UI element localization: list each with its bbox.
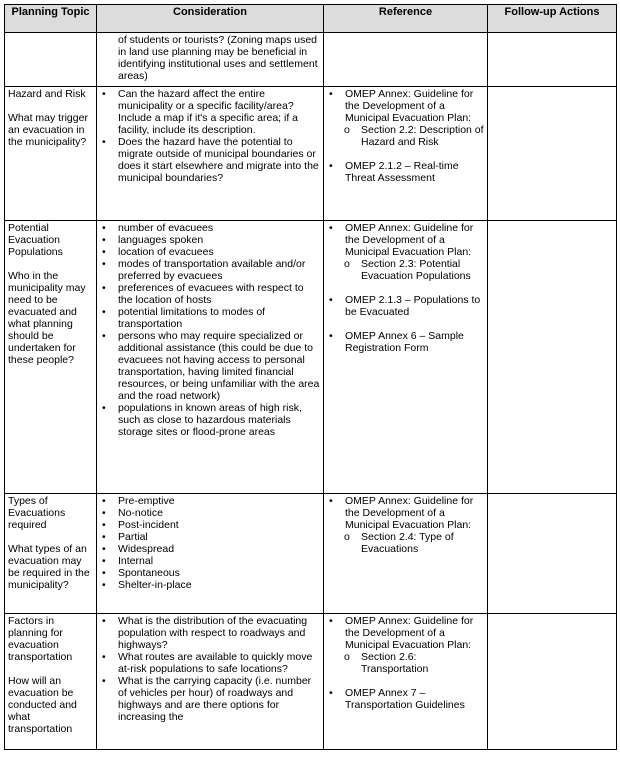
reference-item: • OMEP 2.1.3 – Populations to be Evacuated	[327, 294, 485, 318]
consideration-item: • Internal	[100, 555, 321, 567]
reference-cell	[324, 87, 488, 221]
consideration-item: • Can the hazard affect the entire municipality or a specific facility/area? Include a map if it's a specific area; if a facility, include its description.	[100, 88, 321, 136]
header-follow-up-actions: Follow-up Actions	[488, 5, 617, 33]
table-row	[5, 494, 617, 614]
table-row	[5, 221, 617, 494]
reference-cell	[324, 221, 488, 494]
table-row	[5, 33, 617, 87]
consideration-item: • Pre-emptive	[100, 495, 321, 507]
continued-consideration-text: of students or tourists? (Zoning maps used in land use planning may be beneficial in identifying institutional uses and settlement areas)	[118, 34, 318, 82]
consideration-cell	[97, 221, 324, 494]
header-reference: Reference	[324, 5, 488, 33]
follow-up-cell	[488, 87, 617, 221]
topic-cell	[5, 87, 97, 221]
table-row	[5, 87, 617, 221]
consideration-item: • What is the carrying capacity (i.e. number of vehicles per hour) of roadways and highways and are there options for increasing the	[100, 675, 321, 723]
planning-topic-question: Who in the municipality may need to be evacuated and what planning should be undertaken for these people?	[8, 270, 86, 366]
consideration-item: • languages spoken	[100, 234, 321, 246]
consideration-item: • location of evacuees	[100, 246, 321, 258]
consideration-cell	[97, 33, 324, 87]
header-planning-topic: Planning Topic	[5, 5, 97, 33]
consideration-item: • What is the distribution of the evacuating population with respect to roadways and highways?	[100, 615, 321, 651]
follow-up-cell	[488, 33, 617, 87]
consideration-item: • No-notice	[100, 507, 321, 519]
follow-up-cell	[488, 494, 617, 614]
topic-cell	[5, 33, 97, 87]
topic-cell	[5, 614, 97, 750]
consideration-item: • Does the hazard have the potential to migrate outside of municipal boundaries or does it start elsewhere and migrate into the municipal boundaries?	[100, 136, 321, 184]
reference-item	[327, 495, 485, 555]
consideration-item: • modes of transportation available and/or preferred by evacuees	[100, 258, 321, 282]
consideration-item: • number of evacuees	[100, 222, 321, 234]
reference-item: • OMEP Annex 7 – Transportation Guidelines	[327, 687, 485, 711]
reference-item	[327, 615, 485, 675]
planning-topic-question: How will an evacuation be conducted and what transportation	[8, 675, 77, 735]
consideration-item: • populations in known areas of high risk, such as close to hazardous materials storage sites or flood-prone areas	[100, 402, 321, 438]
consideration-item: • persons who may require specialized or additional assistance (this could be due to evacuees not having access to personal transportation, having limited financial resources, or being unfamiliar with the area and the road network)	[100, 330, 321, 402]
reference-item: • OMEP 2.1.2 – Real-time Threat Assessment	[327, 160, 485, 184]
reference-text: OMEP Annex: Guideline for the Development of a Municipal Evacuation Plan:	[345, 495, 474, 531]
planning-topic-title: Potential Evacuation Populations	[8, 222, 63, 258]
reference-subitem: o Section 2.6: Transportation	[327, 651, 485, 675]
reference-text: OMEP Annex: Guideline for the Development of a Municipal Evacuation Plan:	[345, 615, 474, 651]
consideration-item: • What routes are available to quickly move at-risk populations to safe locations?	[100, 651, 321, 675]
reference-item	[327, 222, 485, 282]
reference-cell	[324, 494, 488, 614]
consideration-cell	[97, 87, 324, 221]
reference-text: OMEP Annex: Guideline for the Development of a Municipal Evacuation Plan:	[345, 88, 474, 124]
table-row	[5, 614, 617, 750]
topic-cell	[5, 494, 97, 614]
planning-topic-title: Hazard and Risk	[8, 88, 86, 100]
consideration-cell	[97, 494, 324, 614]
follow-up-cell	[488, 221, 617, 494]
reference-item: • OMEP Annex 6 – Sample Registration Form	[327, 330, 485, 354]
consideration-item: • Spontaneous	[100, 567, 321, 579]
reference-cell	[324, 614, 488, 750]
planning-topic-title: Factors in planning for evacuation transportation	[8, 615, 73, 663]
reference-cell	[324, 33, 488, 87]
evacuation-planning-table	[4, 4, 617, 750]
consideration-cell	[97, 614, 324, 750]
topic-cell	[5, 221, 97, 494]
consideration-item: • preferences of evacuees with respect to the location of hosts	[100, 282, 321, 306]
reference-subitem: o Section 2.2: Description of Hazard and Risk	[327, 124, 485, 148]
header-consideration: Consideration	[97, 5, 324, 33]
consideration-item: • Partial	[100, 531, 321, 543]
planning-topic-question: What types of an evacuation may be required in the municipality?	[8, 543, 90, 591]
header-row	[5, 5, 617, 33]
planning-topic-question: What may trigger an evacuation in the municipality?	[8, 112, 88, 148]
consideration-item: • Shelter-in-place	[100, 579, 321, 591]
planning-topic-title: Types of Evacuations required	[8, 495, 66, 531]
reference-text: OMEP Annex: Guideline for the Development of a Municipal Evacuation Plan:	[345, 222, 474, 258]
follow-up-cell	[488, 614, 617, 750]
consideration-item: • potential limitations to modes of transportation	[100, 306, 321, 330]
consideration-item: • Post-incident	[100, 519, 321, 531]
reference-subitem: o Section 2.3: Potential Evacuation Populations	[327, 258, 485, 282]
reference-item	[327, 88, 485, 148]
consideration-item: • Widespread	[100, 543, 321, 555]
reference-subitem: o Section 2.4: Type of Evacuations	[327, 531, 485, 555]
